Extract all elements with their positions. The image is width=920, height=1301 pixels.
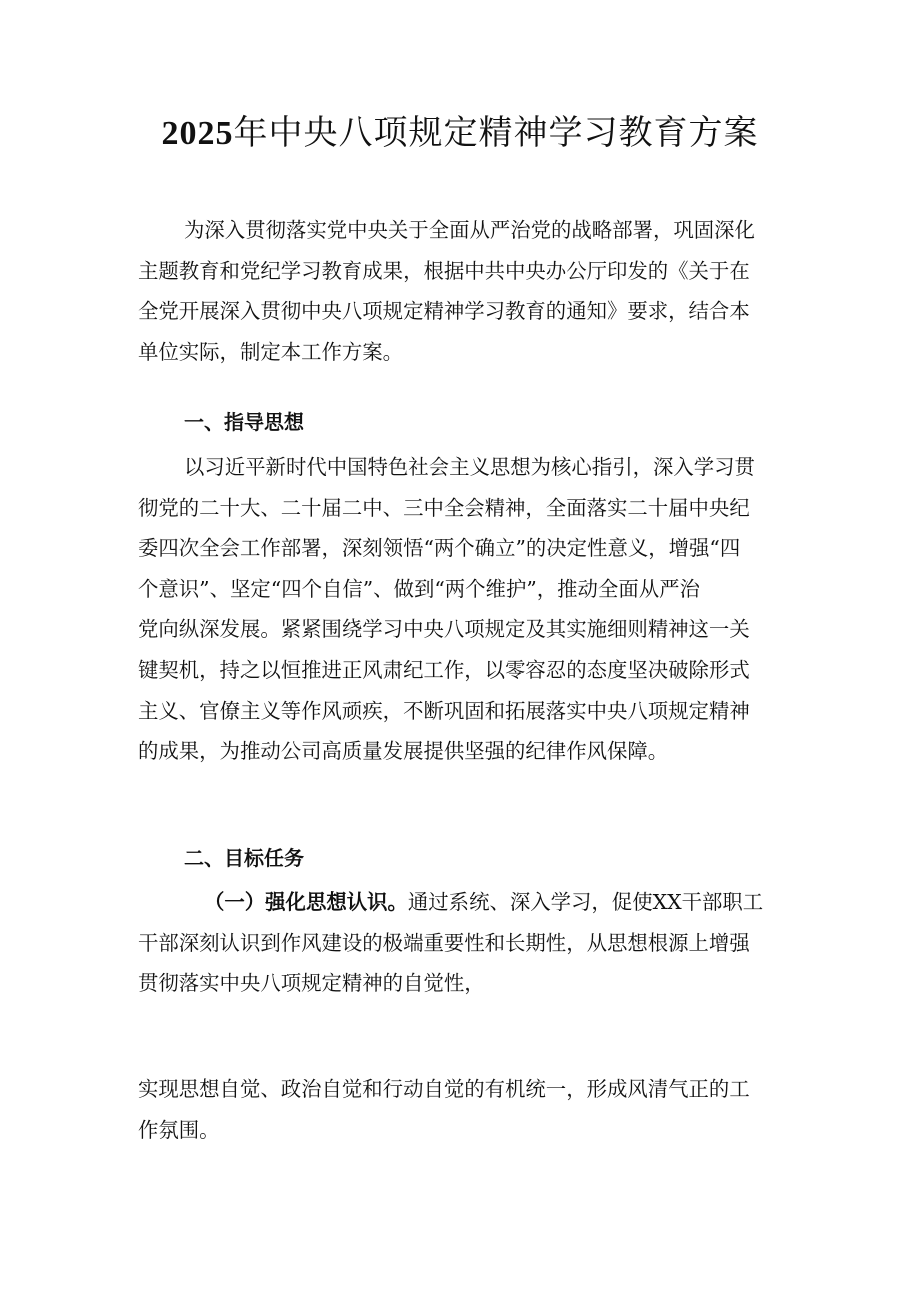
continuation-paragraph [138,1069,790,1150]
section-heading-guiding-ideology [138,402,790,443]
body-line: 彻党的二十大、二十届二中、三中全会精神，全面落实二十届中央纪 [138,495,750,520]
body-line: 干部深刻认识到作风建设的极端重要性和长期性，从思想根源上增强 [138,930,750,955]
intro-paragraph [138,210,790,372]
body-line: 实现思想自觉、政治自觉和行动自觉的有机统一，形成风清气正的工 [138,1077,750,1101]
body-line: 贯彻落实中央八项规定精神的自觉性， [138,971,485,996]
objective-item-1 [138,882,790,1004]
section-heading-text: 二、目标任务 [184,846,304,870]
intro-line: 全党开展深入贯彻中央八项规定精神学习教育的通知》要求，结合本 [138,299,750,324]
section-heading-text: 一、指导思想 [184,410,304,434]
intro-line: 为深入贯彻落实党中央关于全面从严治党的战略部署，巩固深化 [184,218,755,242]
body-line: 个意识”、坚定“四个自信”、做到“两个维护”，推动全面从严治 [138,576,700,601]
body-line: 委四次全会工作部署，深刻领悟“两个确立”的决定性意义，增强“四 [138,536,741,561]
body-line: 作氛围。 [138,1117,220,1142]
objective-text: 通过系统、深入学习，促使XX干部职工 [407,890,764,914]
intro-line: 单位实际，制定本工作方案。 [138,339,404,364]
intro-line: 主题教育和党纪学习教育成果，根据中共中央办公厅印发的《关于在 [138,258,750,283]
body-line: 键契机，持之以恒推进正风肃纪工作，以零容忍的态度坚决破除形式 [138,657,750,682]
guiding-ideology-paragraph [138,447,790,772]
objective-first-line [138,882,790,923]
title-text: 年中央八项规定精神学习教育方案 [233,113,759,153]
section-heading-objectives [138,838,790,879]
body-line: 的成果，为推动公司高质量发展提供坚强的纪律作风保障。 [138,739,669,764]
body-line: 党向纵深发展。紧紧围绕学习中央八项规定及其实施细则精神这一关 [138,617,750,642]
body-line: 以习近平新时代中国特色社会主义思想为核心指引，深入学习贯 [184,455,755,479]
title-year: 2025 [161,115,234,152]
body-line: 主义、官僚主义等作风顽疾，不断巩固和拓展落实中央八项规定精神 [138,698,750,723]
document-title [0,108,920,159]
objective-label: （一）强化思想认识。 [204,890,408,914]
